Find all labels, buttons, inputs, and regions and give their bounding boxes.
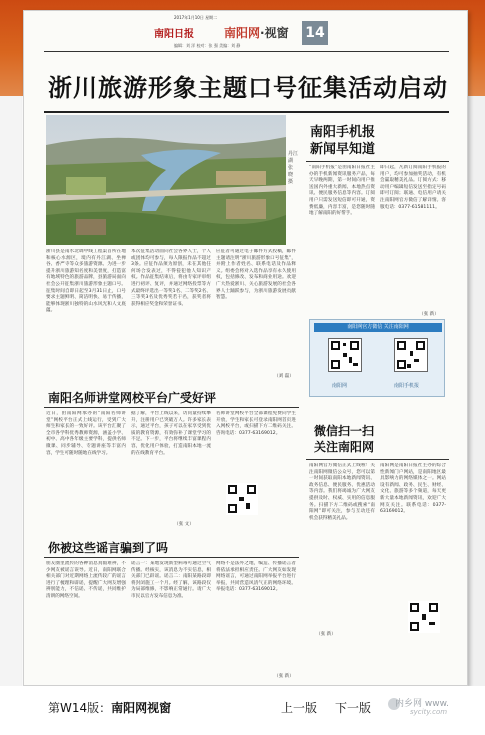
wechat-qr-code[interactable] bbox=[408, 601, 440, 633]
headline-divider bbox=[44, 111, 449, 113]
edition-name: 南阳网视窗 bbox=[111, 701, 172, 715]
main-story-body-col2: 本次征集活动面向社会各界人士，个人或团体均可参与，每人限报作品不超过3条。应征作品须为原创，未在其他任何场合发表过，不得侵犯他人知识产权。作品征集结束后，将由专家评审组进行初评、复评，并通过网络投票等方式最终评选出一等奖1名、二等奖2名、三等奖3名及优秀奖若干名，获奖者将获得相应奖金和荣誉证书。 bbox=[131, 249, 211, 307]
page-footer bbox=[0, 686, 485, 735]
story3-body-col1: 朋友圈里流传的各种消息真假难辨，不少网友被谣言误导。近日，南阳网联合相关部门对近期网络上流传较广的谣言进行了梳理和辟谣，提醒广大网友增强辨别能力，不信谣、不传谣，共同维护清朗的网络空间。 bbox=[46, 561, 126, 599]
qr-label-right: 南阳手机报 bbox=[394, 383, 420, 389]
header-divider bbox=[44, 51, 449, 52]
main-story-body-col3: 应征者可通过电子邮件方式投稿，邮件主题请注明“浙川旅游形象口号征集”，并附上作者姓名、联系电话及作品释义。组委会将对入选作品享有永久使用权，包括修改、发布和商业用途。欢迎广大热爱浙川、关心旅游发展的社会各界人士踊跃参与，为浙川旅游发展贡献智慧。 bbox=[216, 249, 296, 301]
wechat-headline[interactable] bbox=[314, 423, 374, 455]
main-headline[interactable]: 浙川旅游形象主题口号征集活动启动 bbox=[48, 74, 448, 102]
wechat-headline-line1: 微信扫一扫 bbox=[314, 424, 375, 438]
page-scrollbar-track[interactable] bbox=[465, 96, 485, 686]
story2-body-col2: 据了解，平台上线以来，访问量持续攀升，注册用户已突破万人。许多家长表示，通过平台，孩子可以在家享受到优质的教育资源，有效弥补了课堂学习的不足。下一步，平台将继续丰富课程内容，优化用户体验，打造南阳本地一流的在线教育平台。 bbox=[131, 411, 211, 456]
qr-code-right[interactable] bbox=[394, 338, 428, 372]
page-left-margin bbox=[0, 96, 22, 686]
sidebar-headline[interactable] bbox=[310, 124, 375, 158]
newspaper-page bbox=[23, 10, 468, 686]
promo-banner: 南阳网官方微信 关注南阳网 bbox=[314, 323, 442, 332]
page-header bbox=[24, 11, 468, 55]
story3-divider bbox=[44, 557, 299, 558]
previous-edition-link[interactable]: 上一版 bbox=[281, 701, 318, 715]
wechat-divider bbox=[306, 459, 449, 460]
wechat-headline-line2: 关注南阳网 bbox=[314, 440, 375, 454]
header-editors: 编辑：刘 洋 校对：张 强 美编：刘 静 bbox=[174, 43, 241, 48]
story2-signature: （张 文） bbox=[174, 522, 194, 527]
watermark-url: sycity.com bbox=[410, 708, 448, 716]
wechat-signature: （张 新） bbox=[316, 632, 336, 637]
lake-photo[interactable] bbox=[46, 115, 286, 245]
newspaper-logo: 南阳日报 bbox=[154, 29, 194, 40]
story3-body-col2: 谣言一：某地发现新型病毒可通过空气传播。经核实，该消息为不实信息，相关部门已辟谣。谣言二：南阳某路段即将封闭施工一个月。经了解，该路段仅为局部维修，不影响正常通行。请广大市民以官方发布信息为准。 bbox=[131, 561, 211, 599]
sidebar-body-col1: “南阳手机报”是由南阳日报社主办的手机新闻资讯服务产品，每天早晚两期，第一时间向用户推送国内外重大新闻、本地热点资讯、便民服务信息等内容。订阅用户只需发送短信即可开通，资费低廉，内容丰富，是您随时随地了解南阳的好帮手。 bbox=[309, 165, 375, 217]
story3-headline[interactable]: 你被这些谣言骗到了吗 bbox=[48, 541, 169, 555]
sidebar-body-col2: 即日起，凡新订阅南阳手机报的用户，均可参加抽奖活动，有机会赢取精美礼品。订阅方式：移动用户编辑短信发送至指定号码即可订阅；联通、电信用户请关注南阳网官方微信了解详情。客服电话：0377-61581111。 bbox=[380, 165, 446, 210]
wechat-body-col2: 南阳网是南阳日报社主办的综合性新闻门户网站，是南阳地区最具影响力的网络媒体之一。网站设有新闻、政务、民生、财经、文化、旅游等多个频道，每天更新大量本地新闻资讯，欢迎广大网友关注。联系电话：0377-63169012。 bbox=[380, 463, 446, 515]
sidebar-headline-line2: 新闻早知道 bbox=[310, 142, 376, 157]
story2-qr-code[interactable] bbox=[226, 483, 258, 515]
watermark-text: 内乡网 www. bbox=[395, 699, 449, 709]
sidebar-headline-line1: 南阳手机报 bbox=[310, 125, 376, 140]
story2-body-col1: 近日，由南阳网承办的“南阳名师讲堂”网校平台正式上线运行，受到广大师生和家长的一致好评。该平台汇聚了全市各学科优秀教师资源，涵盖小学、初中、高中各年级主要学科，提供名师微课、同步辅导、专题讲座等丰富内容，学生可随时随地在线学习。 bbox=[46, 411, 126, 456]
sidebar-signature-1: （张 新） bbox=[419, 312, 439, 317]
story2-headline[interactable]: 南阳名师讲堂网校平台广受好评 bbox=[48, 391, 217, 405]
qr-label-left: 南阳网 bbox=[332, 383, 348, 389]
section-title bbox=[224, 24, 289, 41]
sidebar-divider bbox=[306, 161, 449, 162]
wechat-body-col1: 南阳网官方微信正式上线啦！关注南阳网微信公众号，您可以第一时间获取南阳本地新闻资讯、政务信息、便民服务、优惠活动等内容。我们将竭诚为广大网友提供及时、权威、实用的信息服务。扫描下方二维码或搜索“南阳网”即可关注，参与互动还有机会获得精美礼品。 bbox=[309, 463, 375, 521]
edition-prefix: 第W14版： bbox=[48, 701, 112, 715]
story2-divider bbox=[44, 407, 299, 408]
page-number-badge: 14 bbox=[302, 21, 328, 45]
section-name: 南阳网 bbox=[224, 26, 261, 40]
next-edition-link[interactable]: 下一版 bbox=[335, 701, 372, 715]
story3-signature: （张 新） bbox=[274, 674, 294, 679]
header-date: 2017年1月10日 星期二 bbox=[174, 15, 218, 20]
story3-body-col3: 网络不是法外之地，编造、传播谣言者将依法承担相应责任。广大网友如发现网络谣言，可通过南阳网举报平台进行举报，共同营造风清气正的网络环境。举报电话：0377-63169012。 bbox=[216, 561, 296, 593]
main-story-body-col1: 浙川县是南水北调中线工程渠首所在地和核心水源区，境内有丹江湖、坐禅谷、香严寺等众多旅游资源。为进一步提升浙川旅游知名度和美誉度，打造富有地域特色的旅游品牌，县旅游局面向社会公开征集浙川旅游形象主题口号。征集时间自即日起至3月31日止，口号要求主题鲜明、简洁明快、易于传播，能够体现浙川独特的山水风光和人文底蕴。 bbox=[46, 249, 126, 314]
story2-body-col3: 名师讲堂网校平台全部课程免费向学生开放，学生和家长可登录南阳网首页进入网校平台，或扫描下方二维码关注。咨询电话：0377-63169012。 bbox=[216, 411, 296, 436]
main-story-signature: （刘 磊） bbox=[274, 374, 294, 379]
qr-code-left[interactable] bbox=[328, 338, 362, 372]
section-suffix: ·视窗 bbox=[260, 26, 289, 40]
photo-credit: 丹江湖 张 晓 摄 bbox=[288, 151, 299, 185]
edition-label bbox=[48, 699, 171, 716]
wechat-promo-box bbox=[309, 319, 445, 397]
